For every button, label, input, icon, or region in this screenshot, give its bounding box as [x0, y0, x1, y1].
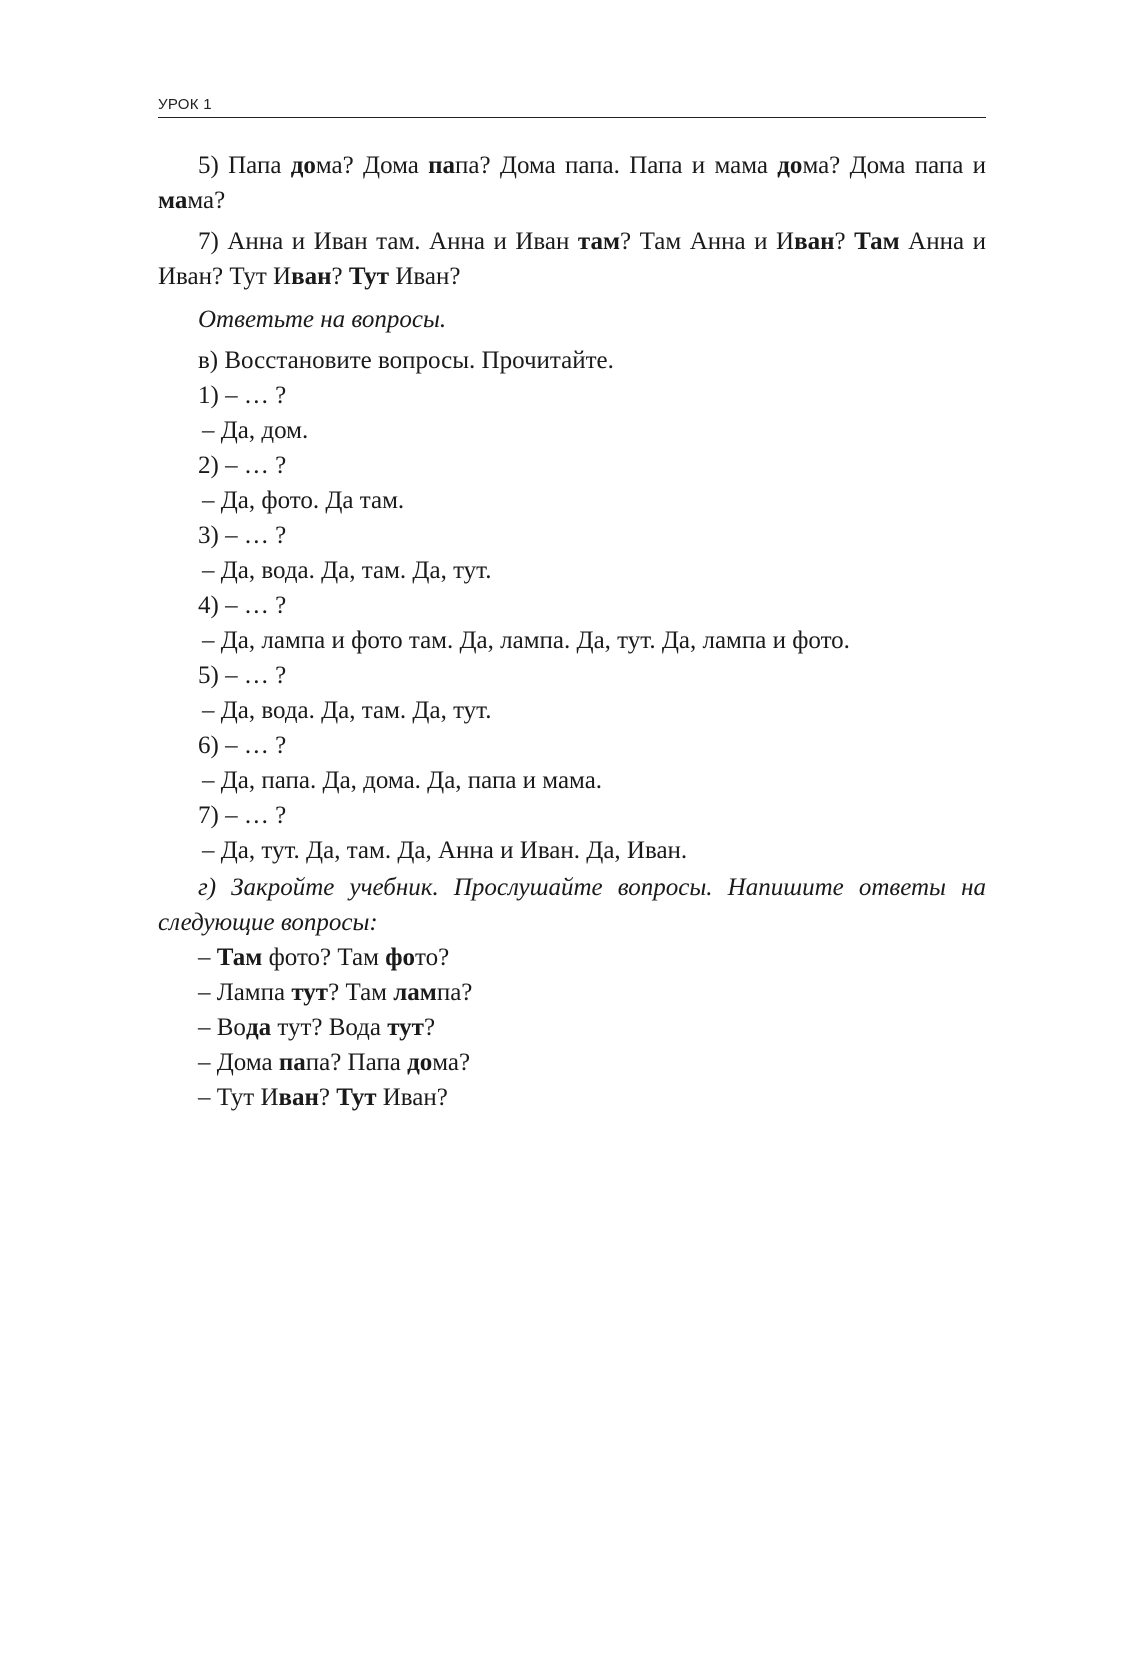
answer-line: – Да, тут. Да, там. Да, Анна и Иван. Да, Иван. [202, 837, 688, 864]
text-run: па? [436, 979, 473, 1006]
listening-question [198, 975, 986, 1010]
listening-question [198, 1010, 986, 1045]
text-run: ? [318, 1084, 337, 1111]
stressed-word: Там [854, 228, 900, 255]
stressed-syllable: фо [385, 944, 416, 971]
task-v-list [158, 378, 986, 868]
stressed-syllable: ван [278, 1084, 319, 1111]
text-run: ? [834, 228, 855, 255]
text-run: ? Там [328, 979, 394, 1006]
text-run: па? Папа [305, 1049, 408, 1076]
question-blank: 6) – … ? [198, 732, 287, 759]
question-blank: 5) – … ? [198, 662, 287, 689]
text-run: 5) Папа [198, 152, 291, 179]
text-run: – [198, 944, 217, 971]
stressed-syllable: до [290, 152, 316, 179]
stressed-word: Тут [336, 1084, 377, 1111]
question-blank: 1) – … ? [198, 382, 287, 409]
text-run: Иван? [389, 263, 461, 290]
stressed-word: тут [291, 979, 329, 1006]
text-run: ? Там Анна и И [620, 228, 795, 255]
text-run: ма? Дома [315, 152, 429, 179]
text-run: фото? Там [262, 944, 386, 971]
stressed-syllable: до [407, 1049, 433, 1076]
text-run: то? [415, 944, 450, 971]
exercise-7-paragraph [158, 224, 986, 294]
text-run: Иван? [376, 1084, 448, 1111]
answer-line: – Да, лампа и фото там. Да, лампа. Да, тут. Да, лампа и фото. [202, 627, 850, 654]
answer-line: – Да, фото. Да там. [202, 487, 405, 514]
text-run: – Дома [198, 1049, 279, 1076]
stressed-syllable: ма [158, 187, 188, 214]
stressed-syllable: па [428, 152, 456, 179]
stressed-syllable: ван [291, 263, 332, 290]
text-run: Анна и Иван? Тут И [158, 228, 986, 290]
answer-instruction: Ответьте на вопросы. [198, 306, 447, 333]
answer-line: – Да, папа. Да, дома. Да, папа и мама. [202, 767, 603, 794]
stressed-syllable: ван [794, 228, 835, 255]
task-v-heading: в) Восстановите вопросы. Прочитайте. [198, 347, 614, 374]
stressed-syllable: до [777, 152, 803, 179]
text-run: па? Дома папа. Папа и мама [455, 152, 778, 179]
text-run: – Тут И [198, 1084, 279, 1111]
stressed-word: Тут [348, 263, 390, 290]
listening-question [198, 1045, 986, 1080]
answer-line: – Да, дом. [202, 417, 309, 444]
stressed-syllable: да [245, 1014, 272, 1041]
stressed-word: там [577, 228, 621, 255]
text-run: ма? Дома папа и [802, 152, 986, 179]
stressed-word: Там [216, 944, 263, 971]
stressed-syllable: лам [393, 979, 437, 1006]
text-run: – Во [198, 1014, 246, 1041]
question-blank: 2) – … ? [198, 452, 287, 479]
page-body [158, 148, 986, 1115]
answer-line: – Да, вода. Да, там. Да, тут. [202, 557, 492, 584]
question-blank: 4) – … ? [198, 592, 287, 619]
text-run: ? [331, 263, 349, 290]
stressed-word: тут [387, 1014, 424, 1041]
running-header [158, 96, 986, 118]
question-blank: 7) – … ? [198, 802, 287, 829]
question-blank: 3) – … ? [198, 522, 287, 549]
text-run: тут? Вода [271, 1014, 388, 1041]
stressed-syllable: па [278, 1049, 306, 1076]
text-run: 7) Анна и Иван там. Анна и Иван [198, 228, 578, 255]
text-run: – Лампа [198, 979, 292, 1006]
text-run: ? [423, 1014, 436, 1041]
listening-question [198, 940, 986, 975]
exercise-5-paragraph [158, 148, 986, 218]
answer-line: – Да, вода. Да, там. Да, тут. [202, 697, 492, 724]
text-run: ма? [432, 1049, 471, 1076]
text-run: ма? [187, 187, 226, 214]
listening-question [198, 1080, 986, 1115]
lesson-label: УРОК 1 [158, 96, 212, 113]
task-g-heading: г) Закройте учебник. Прослушайте вопросы. Напишите ответы на следующие вопросы: [158, 874, 986, 936]
task-g-list [158, 940, 986, 1115]
